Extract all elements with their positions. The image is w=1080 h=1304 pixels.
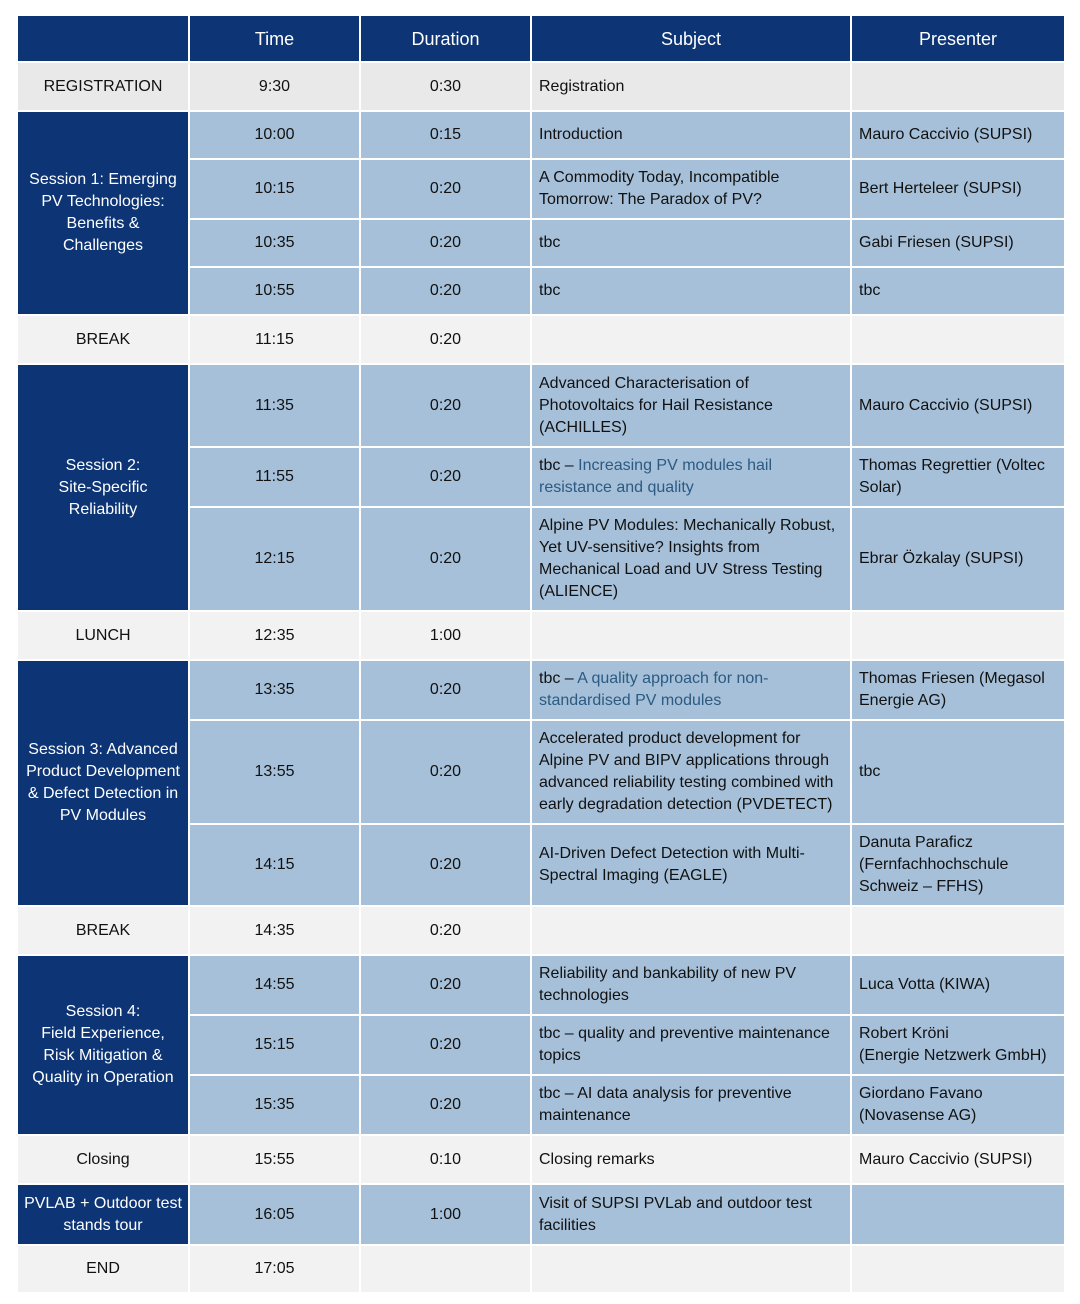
subject-cell [531, 1245, 851, 1293]
duration-cell: 1:00 [360, 611, 531, 660]
duration-cell: 0:20 [360, 159, 531, 219]
presenter-cell: Thomas Friesen (Megasol Energie AG) [851, 660, 1065, 720]
subject-prefix: tbc – [539, 457, 579, 474]
presenter-cell [851, 611, 1065, 660]
subject-cell: tbc – AI data analysis for preventive maintenance [531, 1075, 851, 1135]
time-cell: 10:15 [189, 159, 360, 219]
presenter-cell: Danuta Paraficz (Fernfachhochschule Schweiz – FFHS) [851, 824, 1065, 906]
presenter-cell: Mauro Caccivio (SUPSI) [851, 111, 1065, 159]
subject-cell: Visit of SUPSI PVLab and outdoor test facilities [531, 1184, 851, 1245]
session-4-label: Session 4: Field Experience, Risk Mitigation & Quality in Operation [17, 955, 189, 1135]
subject-cell: Advanced Characterisation of Photovoltaics for Hail Resistance (ACHILLES) [531, 364, 851, 447]
time-cell: 11:15 [189, 315, 360, 364]
break-row [17, 315, 1065, 364]
session-2-label: Session 2: Site-Specific Reliability [17, 364, 189, 611]
row-label: Closing [17, 1135, 189, 1184]
session-row [17, 955, 1065, 1015]
subject-cell: Reliability and bankability of new PV technologies [531, 955, 851, 1015]
time-cell: 15:15 [189, 1015, 360, 1075]
duration-cell: 0:20 [360, 267, 531, 315]
presenter-cell: tbc [851, 720, 1065, 824]
time-cell: 14:15 [189, 824, 360, 906]
subject-cell: Accelerated product development for Alpine PV and BIPV applications through advanced reliability testing combined with early degradation detection (PVDETECT) [531, 720, 851, 824]
time-cell: 12:15 [189, 507, 360, 611]
duration-cell: 0:20 [360, 315, 531, 364]
duration-cell: 0:20 [360, 219, 531, 267]
duration-cell: 0:20 [360, 720, 531, 824]
time-cell: 16:05 [189, 1184, 360, 1245]
presenter-cell: Giordano Favano (Novasense AG) [851, 1075, 1065, 1135]
presenter-cell: Luca Votta (KIWA) [851, 955, 1065, 1015]
subject-prefix: tbc – [539, 670, 578, 687]
subject-cell: Registration [531, 62, 851, 111]
subject-cell: AI-Driven Defect Detection with Multi-Spectral Imaging (EAGLE) [531, 824, 851, 906]
header-subject: Subject [531, 15, 851, 62]
subject-cell [531, 447, 851, 507]
presenter-cell [851, 315, 1065, 364]
time-cell: 11:55 [189, 447, 360, 507]
session-row [17, 660, 1065, 720]
agenda [16, 14, 1064, 1294]
subject-cell: tbc – quality and preventive maintenance topics [531, 1015, 851, 1075]
subject-cell [531, 611, 851, 660]
presenter-cell: Gabi Friesen (SUPSI) [851, 219, 1065, 267]
duration-cell: 0:20 [360, 364, 531, 447]
duration-cell [360, 1245, 531, 1293]
duration-cell: 0:10 [360, 1135, 531, 1184]
subject-cell: Closing remarks [531, 1135, 851, 1184]
row-label: REGISTRATION [17, 62, 189, 111]
time-cell: 10:35 [189, 219, 360, 267]
row-label: LUNCH [17, 611, 189, 660]
header-duration: Duration [360, 15, 531, 62]
header-row [17, 15, 1065, 62]
presenter-cell [851, 1245, 1065, 1293]
subject-cell [531, 315, 851, 364]
row-label: END [17, 1245, 189, 1293]
session-row [17, 364, 1065, 447]
presenter-cell: Ebrar Özkalay (SUPSI) [851, 507, 1065, 611]
row-label: BREAK [17, 906, 189, 955]
presenter-cell: Thomas Regrettier (Voltec Solar) [851, 447, 1065, 507]
duration-cell: 0:20 [360, 447, 531, 507]
time-cell: 11:35 [189, 364, 360, 447]
duration-cell: 0:20 [360, 824, 531, 906]
header-time: Time [189, 15, 360, 62]
subject-cell: tbc [531, 267, 851, 315]
lunch-row [17, 611, 1065, 660]
end-row [17, 1245, 1065, 1293]
session-3-label: Session 3: Advanced Product Development & Defect Detection in PV Modules [17, 660, 189, 906]
row-label: BREAK [17, 315, 189, 364]
duration-cell: 0:20 [360, 955, 531, 1015]
tour-label: PVLAB + Outdoor test stands tour [17, 1184, 189, 1245]
closing-row [17, 1135, 1065, 1184]
tour-row [17, 1184, 1065, 1245]
time-cell: 10:55 [189, 267, 360, 315]
time-cell: 15:55 [189, 1135, 360, 1184]
duration-cell: 0:20 [360, 1015, 531, 1075]
subject-cell [531, 906, 851, 955]
subject-cell: A Commodity Today, Incompatible Tomorrow: The Paradox of PV? [531, 159, 851, 219]
time-cell: 10:00 [189, 111, 360, 159]
duration-cell: 1:00 [360, 1184, 531, 1245]
agenda-table [16, 14, 1066, 1294]
time-cell: 14:35 [189, 906, 360, 955]
time-cell: 9:30 [189, 62, 360, 111]
presenter-cell [851, 1184, 1065, 1245]
duration-cell: 0:20 [360, 1075, 531, 1135]
presenter-cell: Mauro Caccivio (SUPSI) [851, 364, 1065, 447]
subject-cell: tbc [531, 219, 851, 267]
registration-row [17, 62, 1065, 111]
presenter-cell: Mauro Caccivio (SUPSI) [851, 1135, 1065, 1184]
presenter-cell: Robert Kröni (Energie Netzwerk GmbH) [851, 1015, 1065, 1075]
duration-cell: 0:20 [360, 507, 531, 611]
presenter-cell: Bert Herteleer (SUPSI) [851, 159, 1065, 219]
subject-cell [531, 660, 851, 720]
time-cell: 13:35 [189, 660, 360, 720]
session-row [17, 111, 1065, 159]
session-1-label: Session 1: Emerging PV Technologies: Benefits & Challenges [17, 111, 189, 315]
header-blank [17, 15, 189, 62]
presenter-cell [851, 62, 1065, 111]
subject-cell: Alpine PV Modules: Mechanically Robust, Yet UV-sensitive? Insights from Mechanical Load and UV Stress Testing (ALIENCE) [531, 507, 851, 611]
duration-cell: 0:30 [360, 62, 531, 111]
subject-cell: Introduction [531, 111, 851, 159]
time-cell: 13:55 [189, 720, 360, 824]
break-row [17, 906, 1065, 955]
header-presenter: Presenter [851, 15, 1065, 62]
presenter-cell: tbc [851, 267, 1065, 315]
time-cell: 17:05 [189, 1245, 360, 1293]
duration-cell: 0:15 [360, 111, 531, 159]
presenter-cell [851, 906, 1065, 955]
subject-rest: Increasing PV modules hail resistance and quality [539, 457, 773, 496]
duration-cell: 0:20 [360, 660, 531, 720]
time-cell: 14:55 [189, 955, 360, 1015]
time-cell: 12:35 [189, 611, 360, 660]
duration-cell: 0:20 [360, 906, 531, 955]
subject-rest: A quality approach for non-standardised PV modules [539, 670, 769, 709]
time-cell: 15:35 [189, 1075, 360, 1135]
